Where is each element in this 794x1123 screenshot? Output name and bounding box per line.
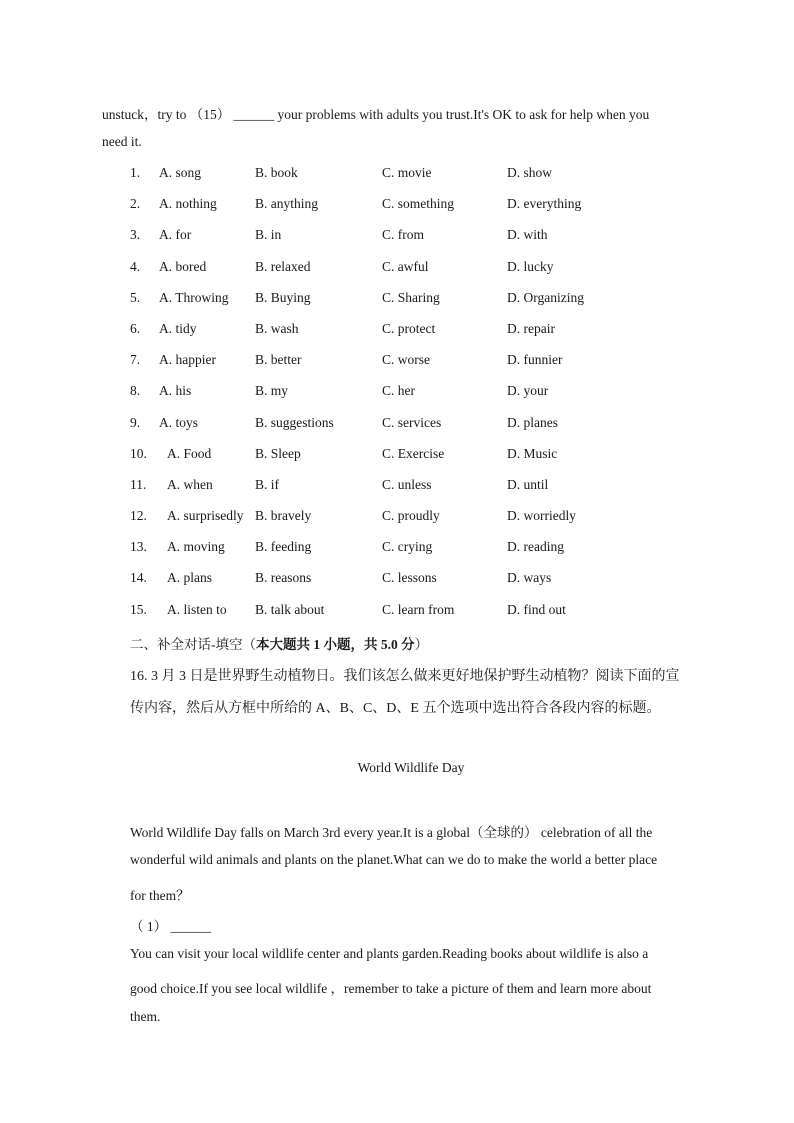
option-d: D. worriedly	[507, 508, 576, 524]
question-options-row	[0, 415, 794, 446]
question-options-row	[0, 570, 794, 601]
option-c: C. crying	[382, 539, 433, 555]
option-d: D. find out	[507, 601, 566, 617]
option-b: B. Sleep	[255, 445, 301, 461]
option-a: A. when	[167, 476, 213, 492]
option-b: B. bravely	[255, 508, 312, 524]
option-a: A. nothing	[159, 196, 217, 212]
passage-line: You can visit your local wildlife center and plants garden.Reading books about wildlife is also a	[130, 946, 649, 961]
option-b: B. feeding	[255, 539, 312, 555]
question-number: 13.	[130, 539, 147, 555]
option-b: B. in	[255, 227, 282, 243]
option-d: D. ways	[507, 570, 552, 586]
option-d: D. lucky	[507, 258, 554, 274]
question-number: 14.	[130, 570, 147, 586]
option-d: D. Organizing	[507, 289, 584, 305]
option-b: B. better	[255, 352, 302, 368]
question-number: 3.	[130, 227, 141, 243]
option-a: A. toys	[159, 414, 199, 430]
option-a: A. song	[159, 165, 202, 180]
option-b: B. wash	[255, 320, 299, 336]
question-number: 1.	[130, 165, 141, 180]
question-number: 9.	[130, 414, 141, 430]
option-d: D. your	[507, 383, 549, 399]
option-d: D. funnier	[507, 352, 563, 368]
section-heading: 二、补全对话-填空（本大题共 1 小题，共 5.0 分）	[130, 637, 429, 652]
option-d: D. with	[507, 227, 548, 243]
option-b: B. my	[255, 383, 289, 399]
passage-continuation-line: unstuck，try to （15） ______ your problems with adults you trust.It's OK to ask for help when you	[102, 107, 650, 122]
answer-options-list	[0, 165, 794, 633]
option-b: B. talk about	[255, 601, 325, 617]
option-a: A. plans	[167, 570, 212, 586]
option-b: B. anything	[255, 196, 318, 212]
option-a: A. bored	[159, 258, 207, 274]
option-a: A. tidy	[159, 320, 197, 336]
option-a: A. Food	[167, 445, 212, 461]
option-c: C. Sharing	[382, 289, 440, 305]
option-d: D. Music	[507, 445, 558, 461]
question-options-row	[0, 602, 794, 633]
question-number: 8.	[130, 383, 141, 399]
question-options-row	[0, 539, 794, 570]
option-d: D. until	[507, 476, 549, 492]
option-a: A. surprisedly	[167, 508, 244, 524]
question-options-row	[0, 446, 794, 477]
option-c: C. learn from	[382, 601, 455, 617]
passage-line: wonderful wild animals and plants on the planet.What can we do to make the world a better place	[130, 852, 658, 867]
option-c: C. proudly	[382, 508, 440, 524]
option-b: B. Buying	[255, 289, 311, 305]
section-heading-bold: 本大题共 1 小题，共 5.0 分	[256, 637, 415, 652]
question-number: 2.	[130, 196, 141, 212]
option-c: C. awful	[382, 258, 429, 274]
question-options-row	[0, 321, 794, 352]
passage-continuation-line: need it.	[102, 134, 142, 149]
option-a: A. moving	[167, 539, 225, 555]
option-c: C. something	[382, 196, 455, 212]
question-number: 7.	[130, 352, 141, 368]
question-options-row	[0, 383, 794, 414]
option-c: C. her	[382, 383, 415, 399]
question-number: 12.	[130, 508, 147, 524]
option-d: D. planes	[507, 414, 558, 430]
question-number: 15.	[130, 601, 147, 617]
option-b: B. relaxed	[255, 258, 311, 274]
question-options-row	[0, 352, 794, 383]
passage-line: World Wildlife Day falls on March 3rd every year.It is a global（全球的） celebration of all the	[130, 825, 653, 840]
question-number: 6.	[130, 320, 141, 336]
question-options-row	[0, 290, 794, 321]
blank-1-line: （ 1） ______	[130, 919, 211, 934]
option-d: D. show	[507, 165, 553, 180]
option-b: B. reasons	[255, 570, 312, 586]
question-number: 5.	[130, 289, 141, 305]
question-16-prompt-line: 16. 3 月 3 日是世界野生动植物日。我们该怎么做来更好地保护野生动植物？阅读下面的宣	[130, 669, 680, 684]
option-a: A. Throwing	[159, 289, 229, 305]
question-number: 10.	[130, 445, 147, 461]
passage-line: them.	[130, 1009, 161, 1024]
option-d: D. reading	[507, 539, 564, 555]
passage-line: for them？	[130, 888, 190, 903]
option-a: A. his	[159, 383, 192, 399]
option-b: B. book	[255, 165, 298, 180]
option-b: B. suggestions	[255, 414, 334, 430]
option-a: A. happier	[159, 352, 216, 368]
option-c: C. lessons	[382, 570, 437, 586]
option-b: B. if	[255, 476, 280, 492]
question-options-row	[0, 508, 794, 539]
option-c: C. services	[382, 414, 442, 430]
option-a: A. for	[159, 227, 192, 243]
question-options-row	[0, 227, 794, 258]
passage-line: good choice.If you see local wildlife ，remember to take a picture of them and learn more about	[130, 981, 652, 996]
option-c: C. Exercise	[382, 445, 445, 461]
question-number: 4.	[130, 258, 141, 274]
option-d: D. repair	[507, 320, 555, 336]
question-number: 11.	[130, 476, 147, 492]
question-options-row	[0, 477, 794, 508]
question-options-row	[0, 259, 794, 290]
option-c: C. protect	[382, 320, 436, 336]
option-d: D. everything	[507, 196, 582, 212]
option-c: C. unless	[382, 476, 432, 492]
question-options-row	[0, 196, 794, 227]
option-c: C. from	[382, 227, 424, 243]
option-c: C. worse	[382, 352, 430, 368]
option-c: C. movie	[382, 165, 432, 180]
question-options-row	[0, 165, 794, 196]
passage-title: World Wildlife Day	[357, 760, 465, 775]
question-16-prompt-line: 传内容，然后从方框中所给的 A、B、C、D、E 五个选项中选出符合各段内容的标题。	[130, 701, 661, 716]
option-a: A. listen to	[167, 601, 227, 617]
